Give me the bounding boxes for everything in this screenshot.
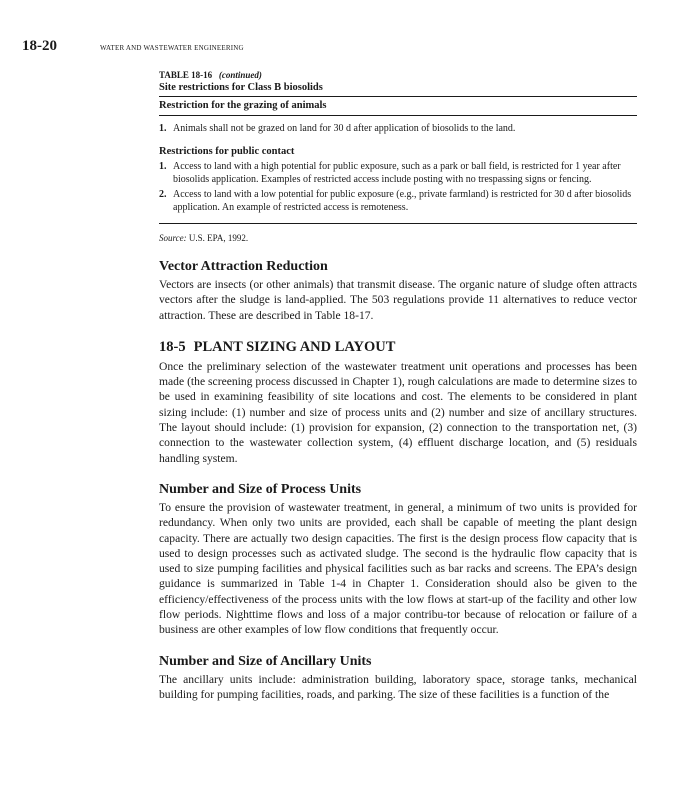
paragraph-plant-sizing: Once the preliminary selection of the wastewater treatment unit operations and processes has been made (the screening process discussed in Chapter 1), rough calculations are made to determine sizes to be used in examining feasibility of site locations and cost. The elements to be considered in plant sizing include: (1) number and size of process units and (2) number and size of ancillary structures. The layout should include: (1) provision for expansion, (2) connection to the transportation net, (3) connection to the wastewater collection system, (4) effluent discharge location, and (5) residuals handling system.: [159, 359, 637, 465]
table-source: [159, 233, 637, 243]
table-label: [159, 70, 637, 80]
table-section-grazing: [159, 122, 637, 143]
table-section-public-contact: [159, 160, 637, 224]
paragraph-process-units: To ensure the provision of wastewater treatment, in general, a minimum of two units is provided for redundancy. When only two units are provided, each shall be capable of meeting the plant design capacity. There are actually two design capacities. The first is the design process flow capacity that is used to design processes such as activated sludge. The second is the hydraulic flow capacity that is used to size pumping facilities and physical facilities such as bar racks and screens. The EPA’s design guidance is summarized in Table 1-4 in Chapter 1. Consideration should also be given to the efficiency/effectiveness of the process units with the low flows at start-up of the facility and other low flow periods. Nighttime flows and loss of a major contribu-tor because of relocation or failure of a business are other examples of low flow conditions that frequently occur.: [159, 500, 637, 637]
heading-vector-attraction: Vector Attraction Reduction: [159, 259, 328, 274]
source-label: Source:: [159, 233, 187, 243]
list-item: 1. Animals shall not be grazed on land for 30 d after application of biosolids to the land.: [159, 123, 516, 134]
page-content: [159, 70, 637, 702]
list-item: 2. Access to land with a low potential for public exposure (e.g., private farmland) is restricted for 30 d after biosolids application. An example of restricted access is remoteness.: [159, 189, 632, 213]
table-section-heading-public-contact: Restrictions for public contact: [159, 146, 295, 157]
table-number: TABLE 18-16: [159, 70, 213, 80]
heading-process-units: Number and Size of Process Units: [159, 481, 362, 497]
heading-ancillary-units: Number and Size of Ancillary Units: [159, 653, 372, 669]
table-continued: (continued): [218, 70, 262, 80]
table-title: Site restrictions for Class B biosolids: [159, 82, 637, 97]
heading-plant-sizing: [159, 339, 637, 356]
source-text: U.S. EPA, 1992.: [188, 233, 249, 243]
page-number: 18-20: [22, 38, 57, 54]
paragraph-ancillary-units: The ancillary units include: administration building, laboratory space, storage tanks, mechanical building for pumping facilities, roads, and parking. The size of these facilities is a function of the: [159, 672, 637, 701]
section-title: PLANT SIZING AND LAYOUT: [193, 338, 396, 355]
table-18-16: [159, 70, 637, 243]
running-head: WATER AND WASTEWATER ENGINEERING: [100, 44, 244, 52]
table-section-heading-grazing: Restriction for the grazing of animals: [159, 97, 637, 116]
section-number: 18-5: [159, 338, 186, 355]
paragraph-vector-attraction: Vectors are insects (or other animals) that transmit disease. The organic nature of sludge often attracts vectors after the sludge is land-applied. The 503 regulations provide 11 alternatives to reduce vector attraction. These are described in Table 18-17.: [159, 278, 637, 322]
list-item: 1. Access to land with a high potential for public exposure, such as a park or ball field, is restricted for 1 year after biosolids application. Examples of restricted access include posting with no trespassing signs or fencing.: [159, 161, 621, 185]
